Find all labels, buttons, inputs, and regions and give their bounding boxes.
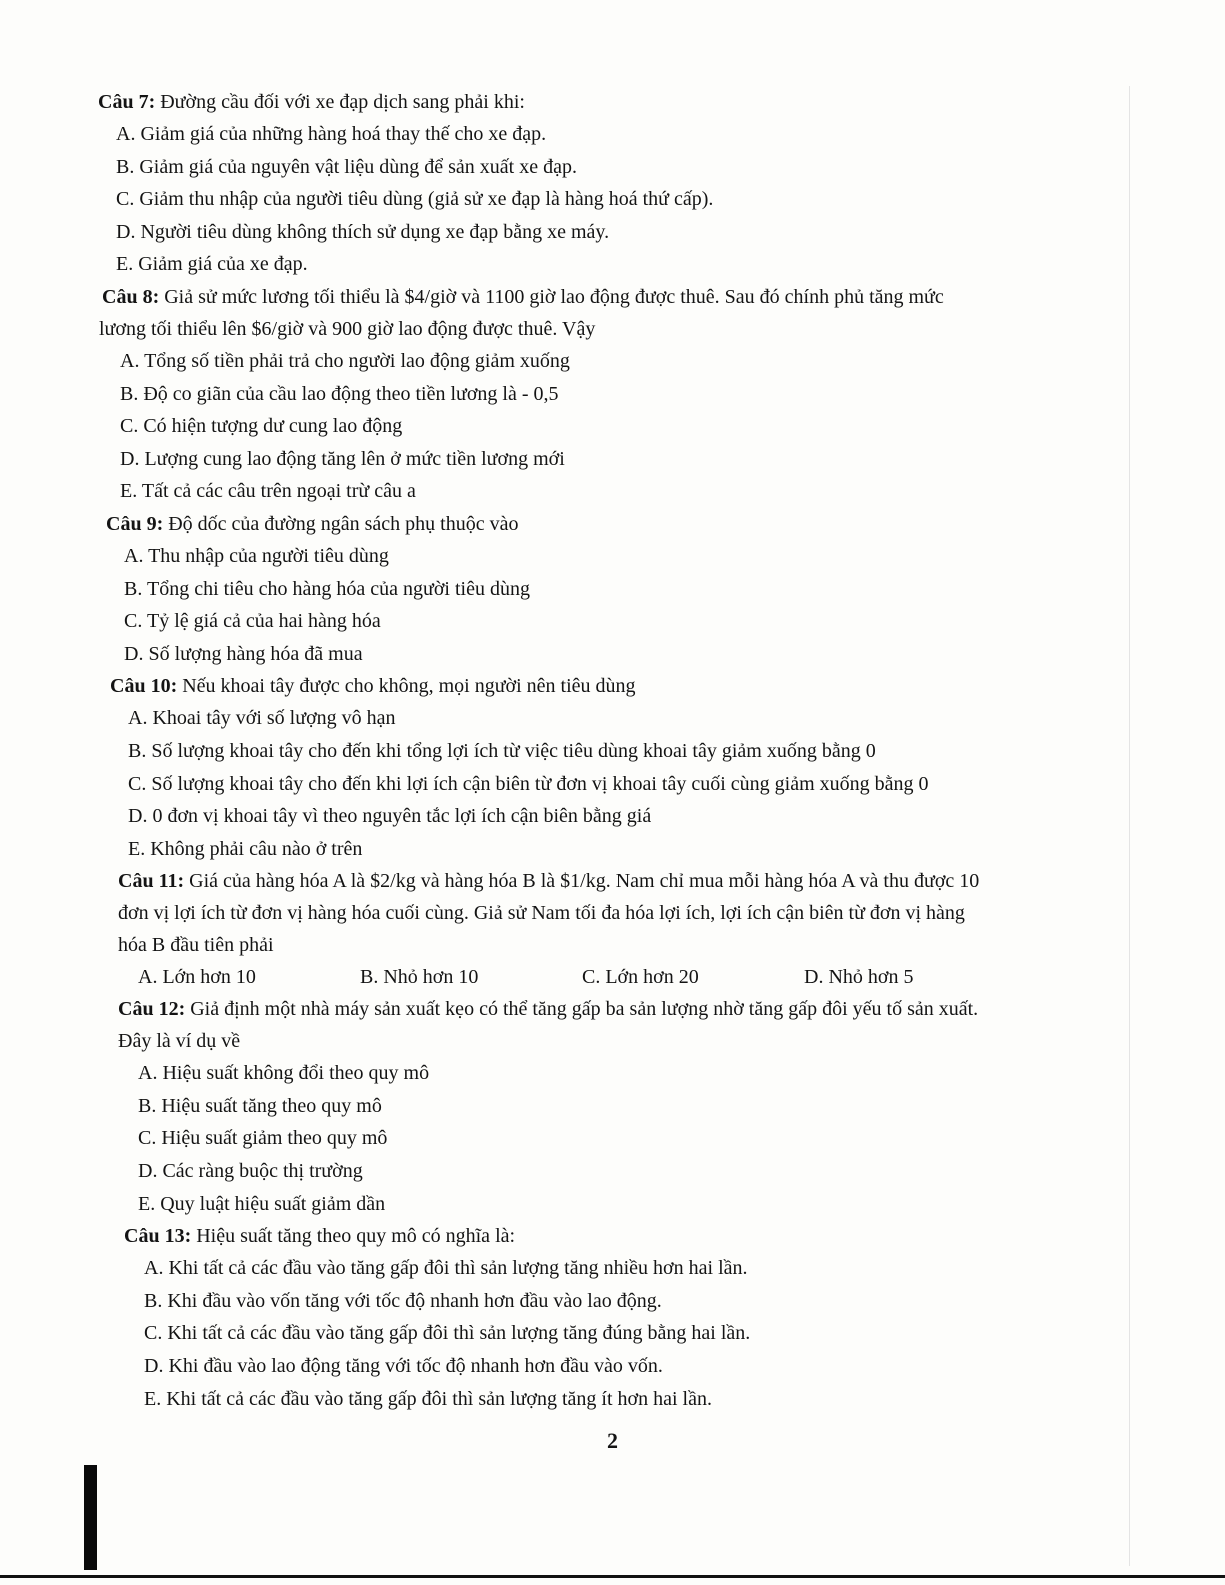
- option-c: C. Giảm thu nhập của người tiêu dùng (giả sử xe đạp là hàng hoá thứ cấp).: [116, 188, 714, 211]
- option-e: E. Khi tất cả các đầu vào tăng gấp đôi thì sản lượng tăng ít hơn hai lần.: [144, 1387, 712, 1410]
- option-e: E. Không phải câu nào ở trên: [128, 837, 363, 860]
- option-d: D. 0 đơn vị khoai tây vì theo nguyên tắc lợi ích cận biên bằng giá: [128, 805, 652, 828]
- question-10: [84, 670, 1129, 865]
- question-stem: Giả sử mức lương tối thiểu là $4/giờ và 1100 giờ lao động được thuê. Sau đó chính phủ tăng mức: [164, 285, 944, 308]
- option-d: D. Người tiêu dùng không thích sử dụng xe đạp bằng xe máy.: [116, 220, 610, 243]
- option-a: A. Khi tất cả các đầu vào tăng gấp đôi thì sản lượng tăng nhiều hơn hai lần.: [144, 1257, 748, 1280]
- question-number: Câu 13:: [124, 1225, 192, 1248]
- option-a: A. Khoai tây với số lượng vô hạn: [128, 707, 396, 730]
- exam-page: [84, 86, 1130, 1566]
- option-d: D. Nhỏ hơn 5: [804, 966, 914, 989]
- question-stem-cont: đơn vị lợi ích từ đơn vị hàng hóa cuối cùng. Giả sử Nam tối đa hóa lợi ích, lợi ích cận biên từ đơn vị hàng: [118, 902, 965, 925]
- option-b: B. Giảm giá của nguyên vật liệu dùng để sản xuất xe đạp.: [116, 155, 577, 178]
- option-c: C. Hiệu suất giảm theo quy mô: [138, 1127, 388, 1150]
- question-stem: Giả định một nhà máy sản xuất kẹo có thể tăng gấp ba sản lượng nhờ tăng gấp đôi yếu tố sản xuất.: [190, 998, 979, 1021]
- page-number: 2: [607, 1428, 618, 1453]
- question-stem-cont: lương tối thiểu lên $6/giờ và 900 giờ lao động được thuê. Vậy: [99, 317, 596, 340]
- option-a: A. Giảm giá của những hàng hoá thay thế cho xe đạp.: [116, 123, 547, 145]
- option-b: B. Khi đầu vào vốn tăng với tốc độ nhanh hơn đầu vào lao động.: [144, 1289, 662, 1312]
- question-number: Câu 7:: [98, 91, 156, 113]
- option-c: C. Tỷ lệ giá cả của hai hàng hóa: [124, 610, 381, 633]
- question-9: [84, 508, 1129, 670]
- option-c: C. Khi tất cả các đầu vào tăng gấp đôi thì sản lượng tăng đúng bằng hai lần.: [144, 1322, 751, 1345]
- option-d: D. Lượng cung lao động tăng lên ở mức tiền lương mới: [120, 447, 565, 470]
- option-b: B. Hiệu suất tăng theo quy mô: [138, 1094, 382, 1117]
- option-a: A. Tổng số tiền phải trả cho người lao động giảm xuống: [120, 349, 570, 372]
- option-c: C. Có hiện tượng dư cung lao động: [120, 415, 403, 438]
- question-stem-cont: Đây là ví dụ về: [118, 1030, 241, 1053]
- question-stem: Đường cầu đối với xe đạp dịch sang phải khi:: [160, 91, 525, 113]
- option-b: B. Tổng chi tiêu cho hàng hóa của người tiêu dùng: [124, 577, 530, 600]
- question-stem: Hiệu suất tăng theo quy mô có nghĩa là:: [196, 1225, 516, 1248]
- option-e: E. Quy luật hiệu suất giảm dần: [138, 1192, 386, 1215]
- option-a: A. Thu nhập của người tiêu dùng: [124, 544, 389, 567]
- question-stem: Giá của hàng hóa A là $2/kg và hàng hóa B là $1/kg. Nam chỉ mua mỗi hàng hóa A và thu được 10: [189, 870, 980, 893]
- question-stem: Nếu khoai tây được cho không, mọi người nên tiêu dùng: [182, 675, 636, 698]
- option-a: A. Lớn hơn 10: [138, 966, 256, 989]
- scan-edge-bar: [84, 1465, 97, 1570]
- option-d: D. Các ràng buộc thị trường: [138, 1160, 363, 1183]
- question-list: [84, 86, 1129, 1415]
- option-c: C. Số lượng khoai tây cho đến khi lợi ích cận biên từ đơn vị khoai tây cuối cùng giảm xuống bằng 0: [128, 772, 929, 795]
- question-number: Câu 10:: [110, 675, 178, 698]
- question-13: [84, 1220, 1129, 1415]
- option-e: E. Giảm giá của xe đạp.: [116, 253, 308, 276]
- option-b: B. Độ co giãn của cầu lao động theo tiền lương là - 0,5: [120, 382, 559, 405]
- question-number: Câu 9:: [106, 512, 164, 535]
- scan-bottom-rule: [0, 1575, 1225, 1578]
- option-e: E. Tất cả các câu trên ngoại trừ câu a: [120, 480, 416, 503]
- option-b: B. Số lượng khoai tây cho đến khi tổng lợi ích từ việc tiêu dùng khoai tây giảm xuống bằng 0: [128, 739, 876, 762]
- question-stem-cont: hóa B đầu tiên phải: [118, 934, 274, 957]
- option-d: D. Khi đầu vào lao động tăng với tốc độ nhanh hơn đầu vào vốn.: [144, 1355, 663, 1378]
- question-12: [84, 993, 1129, 1220]
- option-row: [118, 961, 1129, 993]
- question-number: Câu 8:: [102, 285, 160, 308]
- option-a: A. Hiệu suất không đổi theo quy mô: [138, 1062, 430, 1085]
- question-number: Câu 12:: [118, 998, 186, 1021]
- question-8: [84, 281, 1129, 508]
- option-b: B. Nhỏ hơn 10: [360, 966, 479, 989]
- question-7: [84, 86, 1129, 281]
- option-c: C. Lớn hơn 20: [582, 966, 699, 989]
- question-11: [84, 865, 1129, 993]
- question-number: Câu 11:: [118, 870, 185, 893]
- question-stem: Độ dốc của đường ngân sách phụ thuộc vào: [168, 512, 519, 535]
- option-d: D. Số lượng hàng hóa đã mua: [124, 642, 363, 665]
